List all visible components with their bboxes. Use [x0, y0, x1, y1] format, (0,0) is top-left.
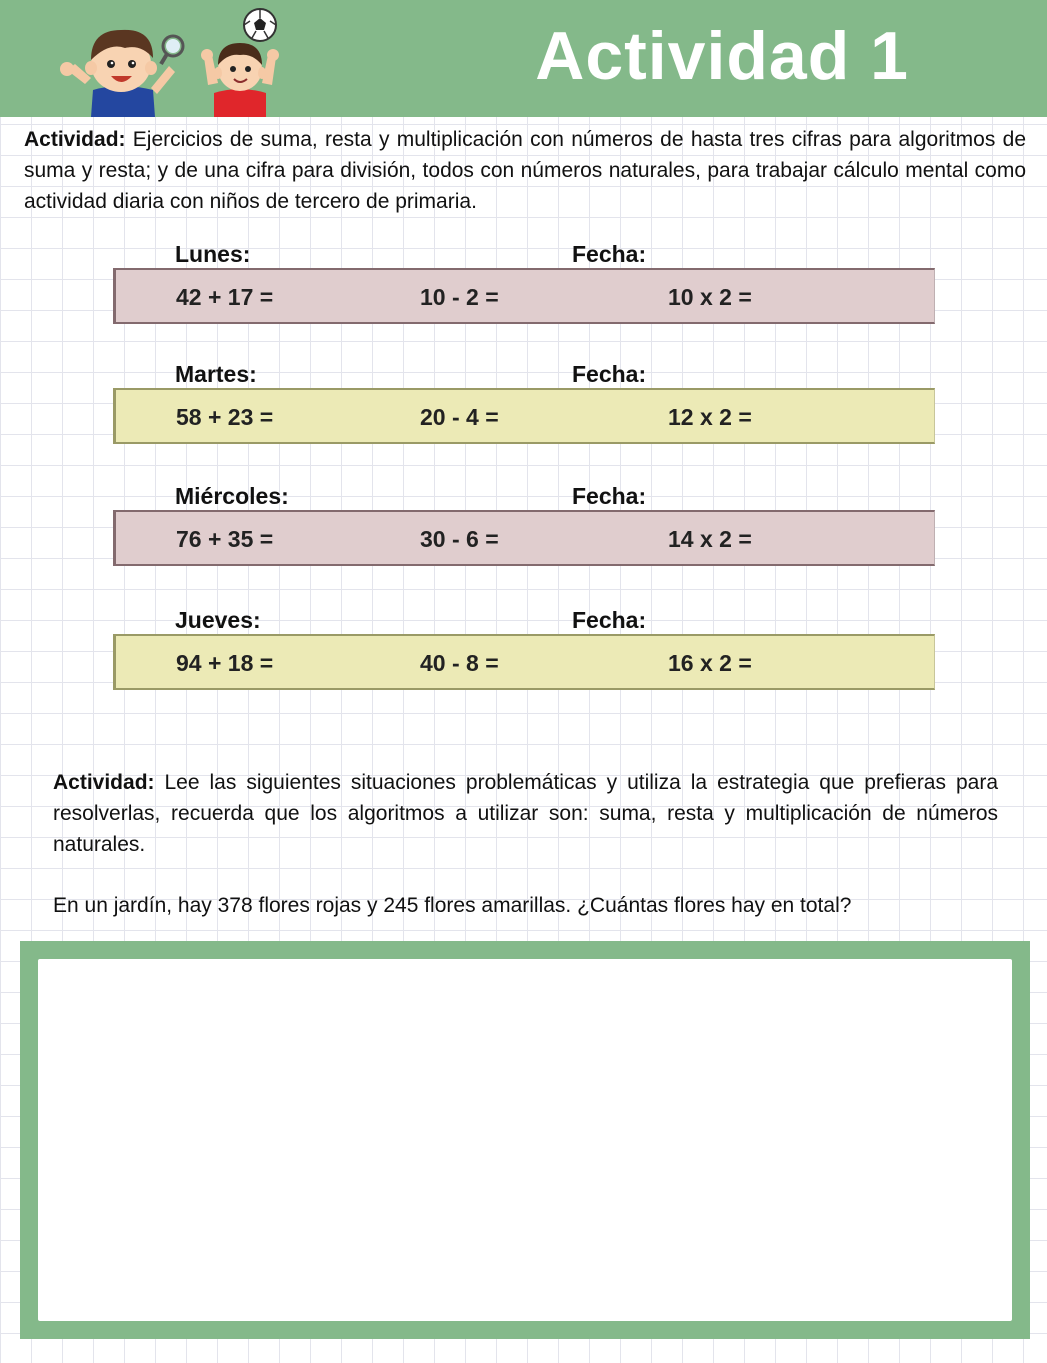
problem-statement: En un jardín, hay 378 flores rojas y 245 flores amarillas. ¿Cuántas flores hay en total? — [53, 894, 852, 917]
exercise-sum: 76 + 35 = — [176, 526, 274, 552]
exercise-sum: 58 + 23 = — [176, 404, 274, 430]
exercise-sum: 42 + 17 = — [176, 284, 274, 310]
fecha-label-lunes: Fecha: — [572, 241, 647, 267]
day-label-lunes: Lunes: — [175, 241, 251, 267]
exercise-row-miercoles — [113, 510, 935, 566]
fecha-label-martes: Fecha: — [572, 361, 647, 387]
activity-instructions-label: Actividad: — [53, 771, 155, 794]
exercise-multiplication: 10 x 2 = — [668, 284, 752, 310]
exercise-multiplication: 14 x 2 = — [668, 526, 752, 552]
exercise-multiplication: 12 x 2 = — [668, 404, 752, 430]
exercise-subtraction: 20 - 4 = — [420, 404, 499, 430]
day-label-miercoles: Miércoles: — [175, 483, 289, 509]
fecha-label-miercoles: Fecha: — [572, 483, 647, 509]
page-title: Actividad 1 — [535, 18, 909, 94]
exercise-sum: 94 + 18 = — [176, 650, 274, 676]
exercise-row-lunes — [113, 268, 935, 324]
header-banner — [0, 0, 1047, 117]
answer-area[interactable] — [38, 959, 1012, 1321]
boy-magnifier-icon — [55, 22, 195, 117]
exercise-subtraction: 10 - 2 = — [420, 284, 499, 310]
day-label-martes: Martes: — [175, 361, 257, 387]
activity-intro-text: Ejercicios de suma, resta y multiplicación con números de hasta tres cifras para algoritmos de suma y resta; y de una cifra para división, todos con números naturales, para trabajar cálculo mental como actividad diaria con niños de tercero de primaria. — [24, 128, 1026, 213]
answer-box — [20, 941, 1030, 1339]
activity-intro-label: Actividad: — [24, 128, 126, 151]
activity-intro — [24, 124, 1026, 217]
exercise-subtraction: 40 - 8 = — [420, 650, 499, 676]
exercise-row-martes — [113, 388, 935, 444]
exercise-subtraction: 30 - 6 = — [420, 526, 499, 552]
boy-soccer-ball-icon — [200, 5, 280, 117]
exercise-multiplication: 16 x 2 = — [668, 650, 752, 676]
day-label-jueves: Jueves: — [175, 607, 261, 633]
activity-instructions — [53, 767, 998, 860]
activity-instructions-text: Lee las siguientes situaciones problemáticas y utiliza la estrategia que prefieras para resolverlas, recuerda que los algoritmos a utilizar son: suma, resta y multiplicación de números naturales. — [53, 771, 998, 856]
exercise-row-jueves — [113, 634, 935, 690]
fecha-label-jueves: Fecha: — [572, 607, 647, 633]
